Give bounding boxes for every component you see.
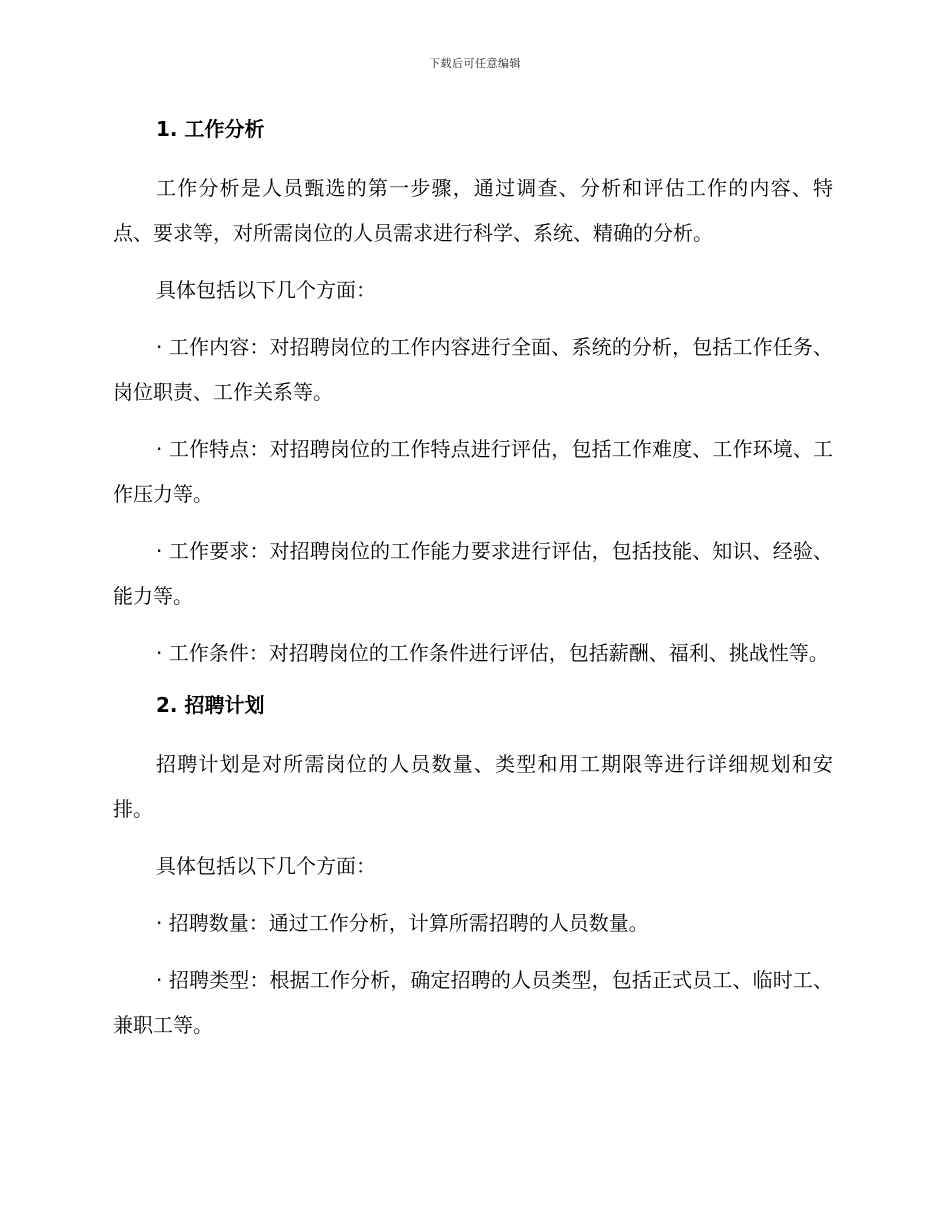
paragraph: 具体包括以下几个方面： <box>156 854 376 878</box>
bullet-item: · 工作特点：对招聘岗位的工作特点进行评估，包括工作难度、工作环境、工作压力等。 <box>113 437 833 506</box>
page-header-note: 下载后可任意编辑 <box>429 57 521 70</box>
paragraph: 具体包括以下几个方面： <box>156 278 376 302</box>
bullet-item: · 招聘类型：根据工作分析，确定招聘的人员类型，包括正式员工、临时工、兼职工等。 <box>113 968 833 1037</box>
section-title: 1. 工作分析 <box>156 117 265 141</box>
section-title: 2. 招聘计划 <box>156 693 265 717</box>
bullet-item: · 招聘数量：通过工作分析，计算所需招聘的人员数量。 <box>156 911 649 935</box>
paragraph: 工作分析是人员甄选的第一步骤，通过调查、分析和评估工作的内容、特点、要求等，对所需岗位的人员需求进行科学、系统、精确的分析。 <box>113 176 833 245</box>
section-recruitment-plan <box>113 688 833 1048</box>
section-job-analysis <box>113 112 833 676</box>
document-body <box>113 112 833 1060</box>
bullet-item: · 工作要求：对招聘岗位的工作能力要求进行评估，包括技能、知识、经验、能力等。 <box>113 539 833 608</box>
bullet-item: · 工作条件：对招聘岗位的工作条件进行评估，包括薪酬、福利、挑战性等。 <box>156 641 829 665</box>
paragraph: 招聘计划是对所需岗位的人员数量、类型和用工期限等进行详细规划和安排。 <box>113 752 833 821</box>
bullet-item: · 工作内容：对招聘岗位的工作内容进行全面、系统的分析，包括工作任务、岗位职责、工作关系等。 <box>113 335 833 404</box>
